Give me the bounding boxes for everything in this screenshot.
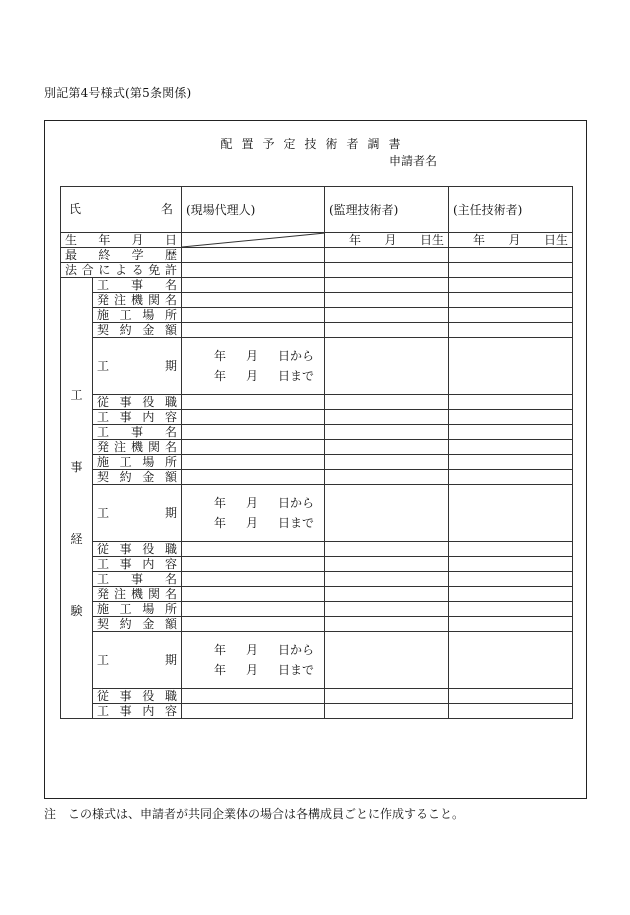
work-item-cell [325,617,449,632]
work-item-cell [449,587,573,602]
work-item-label-period [93,485,182,542]
work-item-cell [325,293,449,308]
work-item-site: 施 工 場 所 [97,455,177,469]
work-item-cell [182,440,325,455]
work-item-cell [449,278,573,293]
work-item-orderer: 発 注 機 関 名 [97,293,177,307]
work-item-orderer: 発 注 機 関 名 [97,440,177,454]
work-item-label-role [93,395,182,410]
license-cell [325,263,449,278]
work-item-cell [182,323,325,338]
work-item-cell [325,278,449,293]
work-item-name: 工 事 名 [97,572,177,586]
work-item-label-content [93,557,182,572]
work-item-cell [182,293,325,308]
work-item-site: 施 工 場 所 [97,308,177,322]
work-item-label-site [93,308,182,323]
work-item-cell [182,278,325,293]
work-item-cell [182,410,325,425]
license-row-label [61,263,182,278]
work-item-role: 従 事 役 職 [97,542,177,556]
work-item-cell [449,440,573,455]
license-cell [449,263,573,278]
work-item-cell [449,572,573,587]
work-item-cell [449,395,573,410]
work-item-label-name [93,278,182,293]
name-label: 氏 名 [69,201,173,216]
diagonal-line [182,233,325,247]
work-item-cell [182,425,325,440]
work-item-cell [449,617,573,632]
education-cell [325,248,449,263]
form-note: 注 この様式は、申請者が共同企業体の場合は各構成員ごとに作成すること。 [44,807,465,821]
work-period-empty [325,632,449,689]
work-item-cell [449,704,573,719]
technician-table [60,186,573,719]
work-item-cell [325,557,449,572]
work-item-cell [182,689,325,704]
work-item-cell [325,425,449,440]
work-item-label-orderer [93,293,182,308]
work-item-cell [449,542,573,557]
license-label: 法 合 に よ る 免 許 [65,263,177,277]
work-item-cell [182,572,325,587]
work-item-label-orderer [93,587,182,602]
work-period-empty [325,485,449,542]
work-item-cell [182,308,325,323]
work-item-cell [182,455,325,470]
work-item-cell [182,704,325,719]
work-item-label-site [93,602,182,617]
work-item-cell [449,425,573,440]
work-item-cell [325,704,449,719]
work-item-period: 工 期 [97,506,177,520]
work-item-cell [449,557,573,572]
column-header-0: (現場代理人) [182,187,325,233]
work-item-orderer: 発 注 機 関 名 [97,587,177,601]
work-item-cell [182,587,325,602]
work-item-cell [182,557,325,572]
work-item-label-amount [93,470,182,485]
work-item-amount: 契 約 金 額 [97,323,177,337]
education-label: 最 終 学 歴 [65,248,177,262]
work-item-label-orderer [93,440,182,455]
license-cell [182,263,325,278]
work-item-amount: 契 約 金 額 [97,470,177,484]
education-cell [449,248,573,263]
work-item-cell [325,323,449,338]
work-item-role: 従 事 役 職 [97,689,177,703]
work-item-cell [182,470,325,485]
work-item-cell [325,587,449,602]
work-item-cell [325,308,449,323]
work-item-label-name [93,572,182,587]
work-item-cell [325,689,449,704]
work-item-cell [449,602,573,617]
work-item-label-name [93,425,182,440]
work-item-cell [325,602,449,617]
work-item-cell [449,308,573,323]
birth-cell-agent [182,233,325,248]
work-item-cell [449,293,573,308]
work-item-label-amount [93,323,182,338]
work-item-cell [182,542,325,557]
column-header-1: (監理技術者) [325,187,449,233]
work-item-label-role [93,689,182,704]
work-period-cell: 年 月 日から 年 月 日まで [182,632,325,689]
work-item-cell [325,410,449,425]
work-item-content: 工 事 内 容 [97,704,177,718]
work-item-content: 工 事 内 容 [97,410,177,424]
education-row-label [61,248,182,263]
name-row-label [61,187,182,233]
birth-label: 生 年 月 日 [65,233,177,247]
education-cell [182,248,325,263]
work-item-label-content [93,704,182,719]
work-period-empty [449,338,573,395]
applicant-name-label: 申請者名 [389,154,438,168]
work-item-period: 工 期 [97,653,177,667]
work-item-cell [325,440,449,455]
work-item-cell [325,470,449,485]
work-item-label-period [93,632,182,689]
work-item-cell [325,395,449,410]
work-item-cell [449,470,573,485]
work-period-empty [325,338,449,395]
work-item-cell [449,323,573,338]
work-item-cell [182,395,325,410]
work-item-cell [325,572,449,587]
work-item-content: 工 事 内 容 [97,557,177,571]
work-period-empty [449,485,573,542]
work-item-period: 工 期 [97,359,177,373]
work-item-cell [182,617,325,632]
work-item-label-period [93,338,182,395]
form-reference: 別記第4号様式(第5条関係) [44,86,192,100]
work-period-empty [449,632,573,689]
birth-row-label [61,233,182,248]
work-item-cell [449,410,573,425]
work-item-amount: 契 約 金 額 [97,617,177,631]
work-item-cell [325,455,449,470]
work-item-name: 工 事 名 [97,425,177,439]
work-item-role: 従 事 役 職 [97,395,177,409]
work-period-cell: 年 月 日から 年 月 日まで [182,485,325,542]
work-item-label-amount [93,617,182,632]
work-item-name: 工 事 名 [97,278,177,292]
work-item-label-role [93,542,182,557]
work-item-label-content [93,410,182,425]
work-item-label-site [93,455,182,470]
birth-cell: 年 月 日生 [325,233,449,248]
birth-cell: 年 月 日生 [449,233,573,248]
form-title: 配置予定技術者調書 [220,137,410,151]
work-item-site: 施 工 場 所 [97,602,177,616]
work-item-cell [449,455,573,470]
column-header-2: (主任技術者) [449,187,573,233]
work-item-cell [325,542,449,557]
work-period-cell: 年 月 日から 年 月 日まで [182,338,325,395]
work-experience-label: 工 事 経 験 [61,278,93,719]
work-item-cell [182,602,325,617]
work-item-cell [449,689,573,704]
